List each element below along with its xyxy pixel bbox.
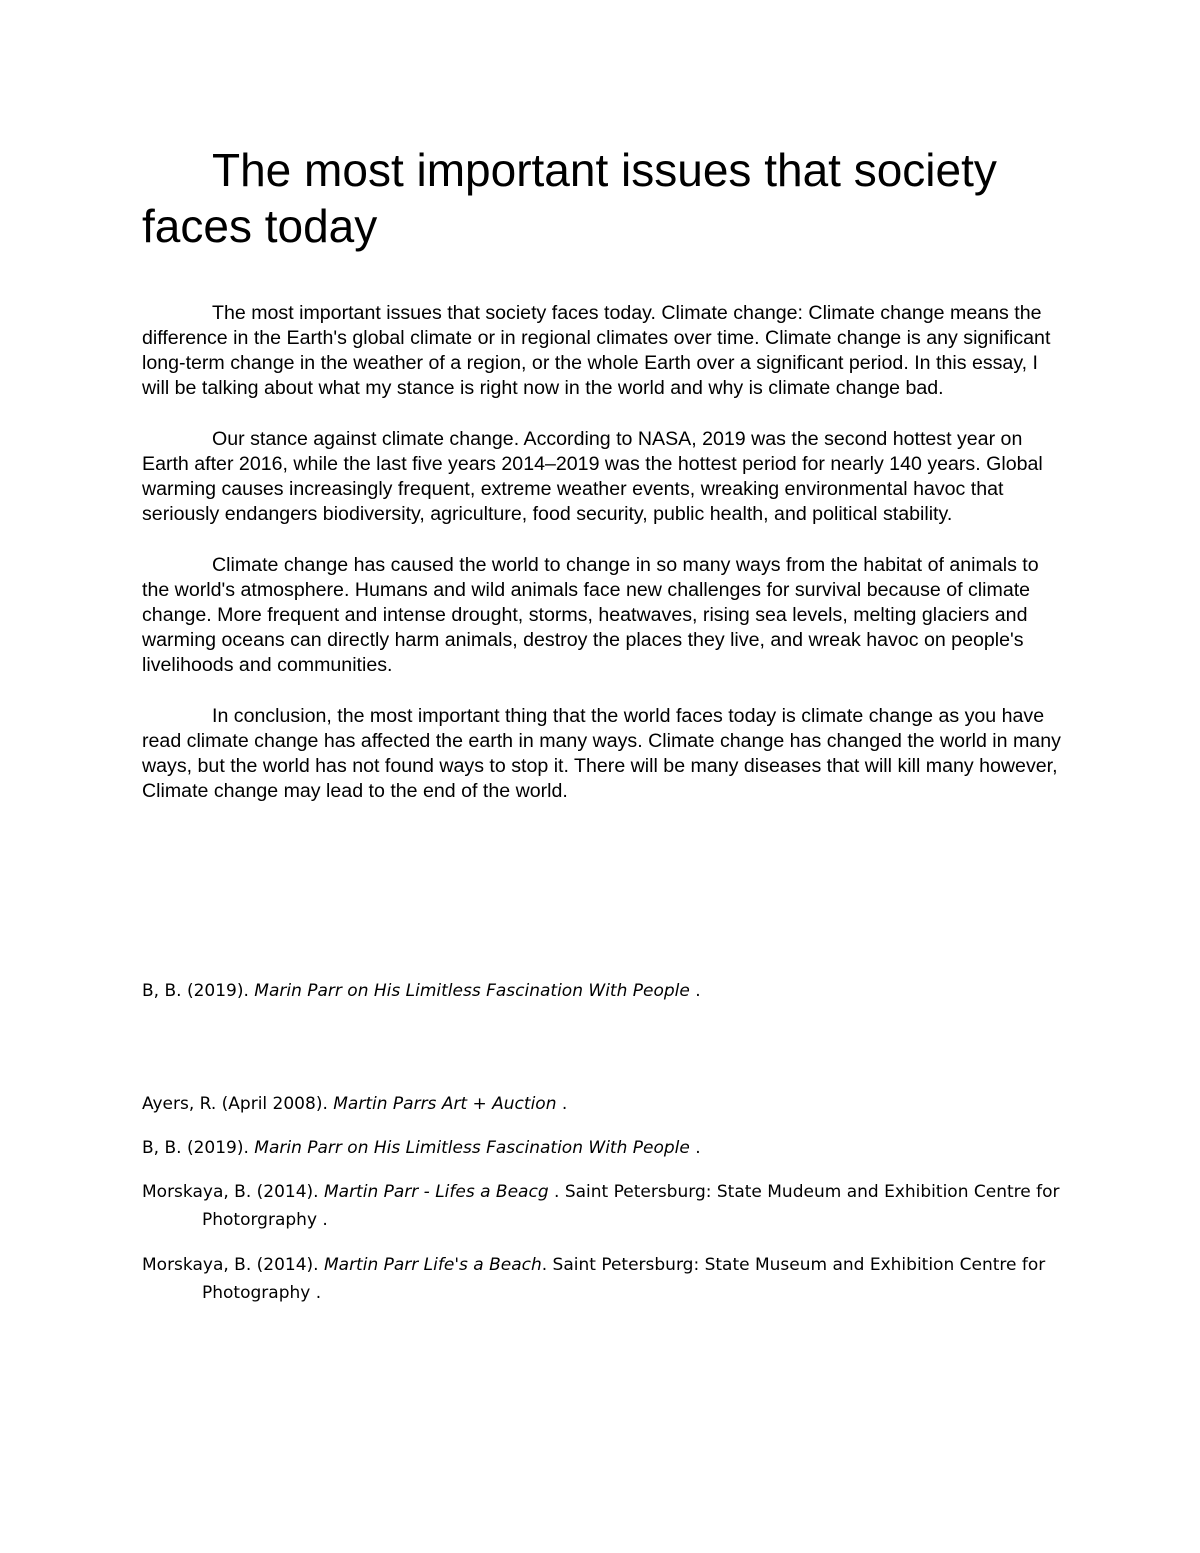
reference-title: Marin Parr on His Limitless Fascination With People [254,1138,690,1158]
reference-entry [142,1134,1122,1162]
reference-title: Martin Parr Life's a Beach [323,1255,542,1275]
reference-title: Martin Parrs Art + Auction [333,1094,557,1114]
reference-tail: . [689,981,701,1001]
reference-entry [142,1178,1122,1234]
reference-entry [142,1251,1122,1307]
reference-title: Marin Parr on His Limitless Fascination With People [254,981,690,1001]
essay-paragraph: Our stance against climate change. According to NASA, 2019 was the second hottest year on Earth after 2016, while the last five years 2014–2019 was the hottest period for nearly 140 years. Global warming causes increasingly frequent, extreme weather events, wreaking environmental havoc that seriously endangers biodiversity, agriculture, food security, public health, and political stability. [142,427,1043,526]
reference-author: B, B. (2019). [142,1138,255,1158]
reference-author: Ayers, R. (April 2008). [142,1094,334,1114]
reference-author: Morskaya, B. (2014). [142,1255,324,1275]
reference-entry [142,977,1122,1005]
reference-title: Martin Parr - Lifes a Beacg [323,1182,549,1202]
essay-paragraph: The most important issues that society faces today. Climate change: Climate change means the difference in the Earth's global climate or in regional climates over time. Climate change is any significant long-term change in the weather of a region, or the whole Earth over a significant period. In this essay, I will be talking about what my stance is right now in the world and why is climate change bad. [142,302,1051,400]
reference-tail: . [556,1094,568,1114]
essay-paragraph: Climate change has caused the world to change in so many ways from the habitat of animals to the world's atmosphere. Humans and wild animals face new challenges for survival because of climate change. More frequent and intense drought, storms, heatwaves, rising sea levels, melting glaciers and warming oceans can directly harm animals, destroy the places they live, and wreak havoc on people's livelihoods and communities. [142,553,1039,677]
reference-tail: . [689,1138,701,1158]
essay-paragraph: In conclusion, the most important thing that the world faces today is climate change as you have read climate change has affected the earth in many ways. Climate change has changed the world in many ways, but the world has not found ways to stop it. There will be many diseases that will kill many however, Climate change may lead to the end of the world. [142,704,1061,802]
reference-entry [142,1090,1122,1118]
reference-tail: . Saint Petersburg: State Museum and Exhibition Centre for Photography . [202,1255,1046,1303]
reference-author: Morskaya, B. (2014). [142,1182,324,1202]
reference-author: B, B. (2019). [142,981,255,1001]
reference-tail: . Saint Petersburg: State Mudeum and Exhibition Centre for Photorgraphy . [202,1182,1060,1230]
document-title: The most important issues that society faces today [142,144,997,252]
essay-body [142,301,1062,830]
